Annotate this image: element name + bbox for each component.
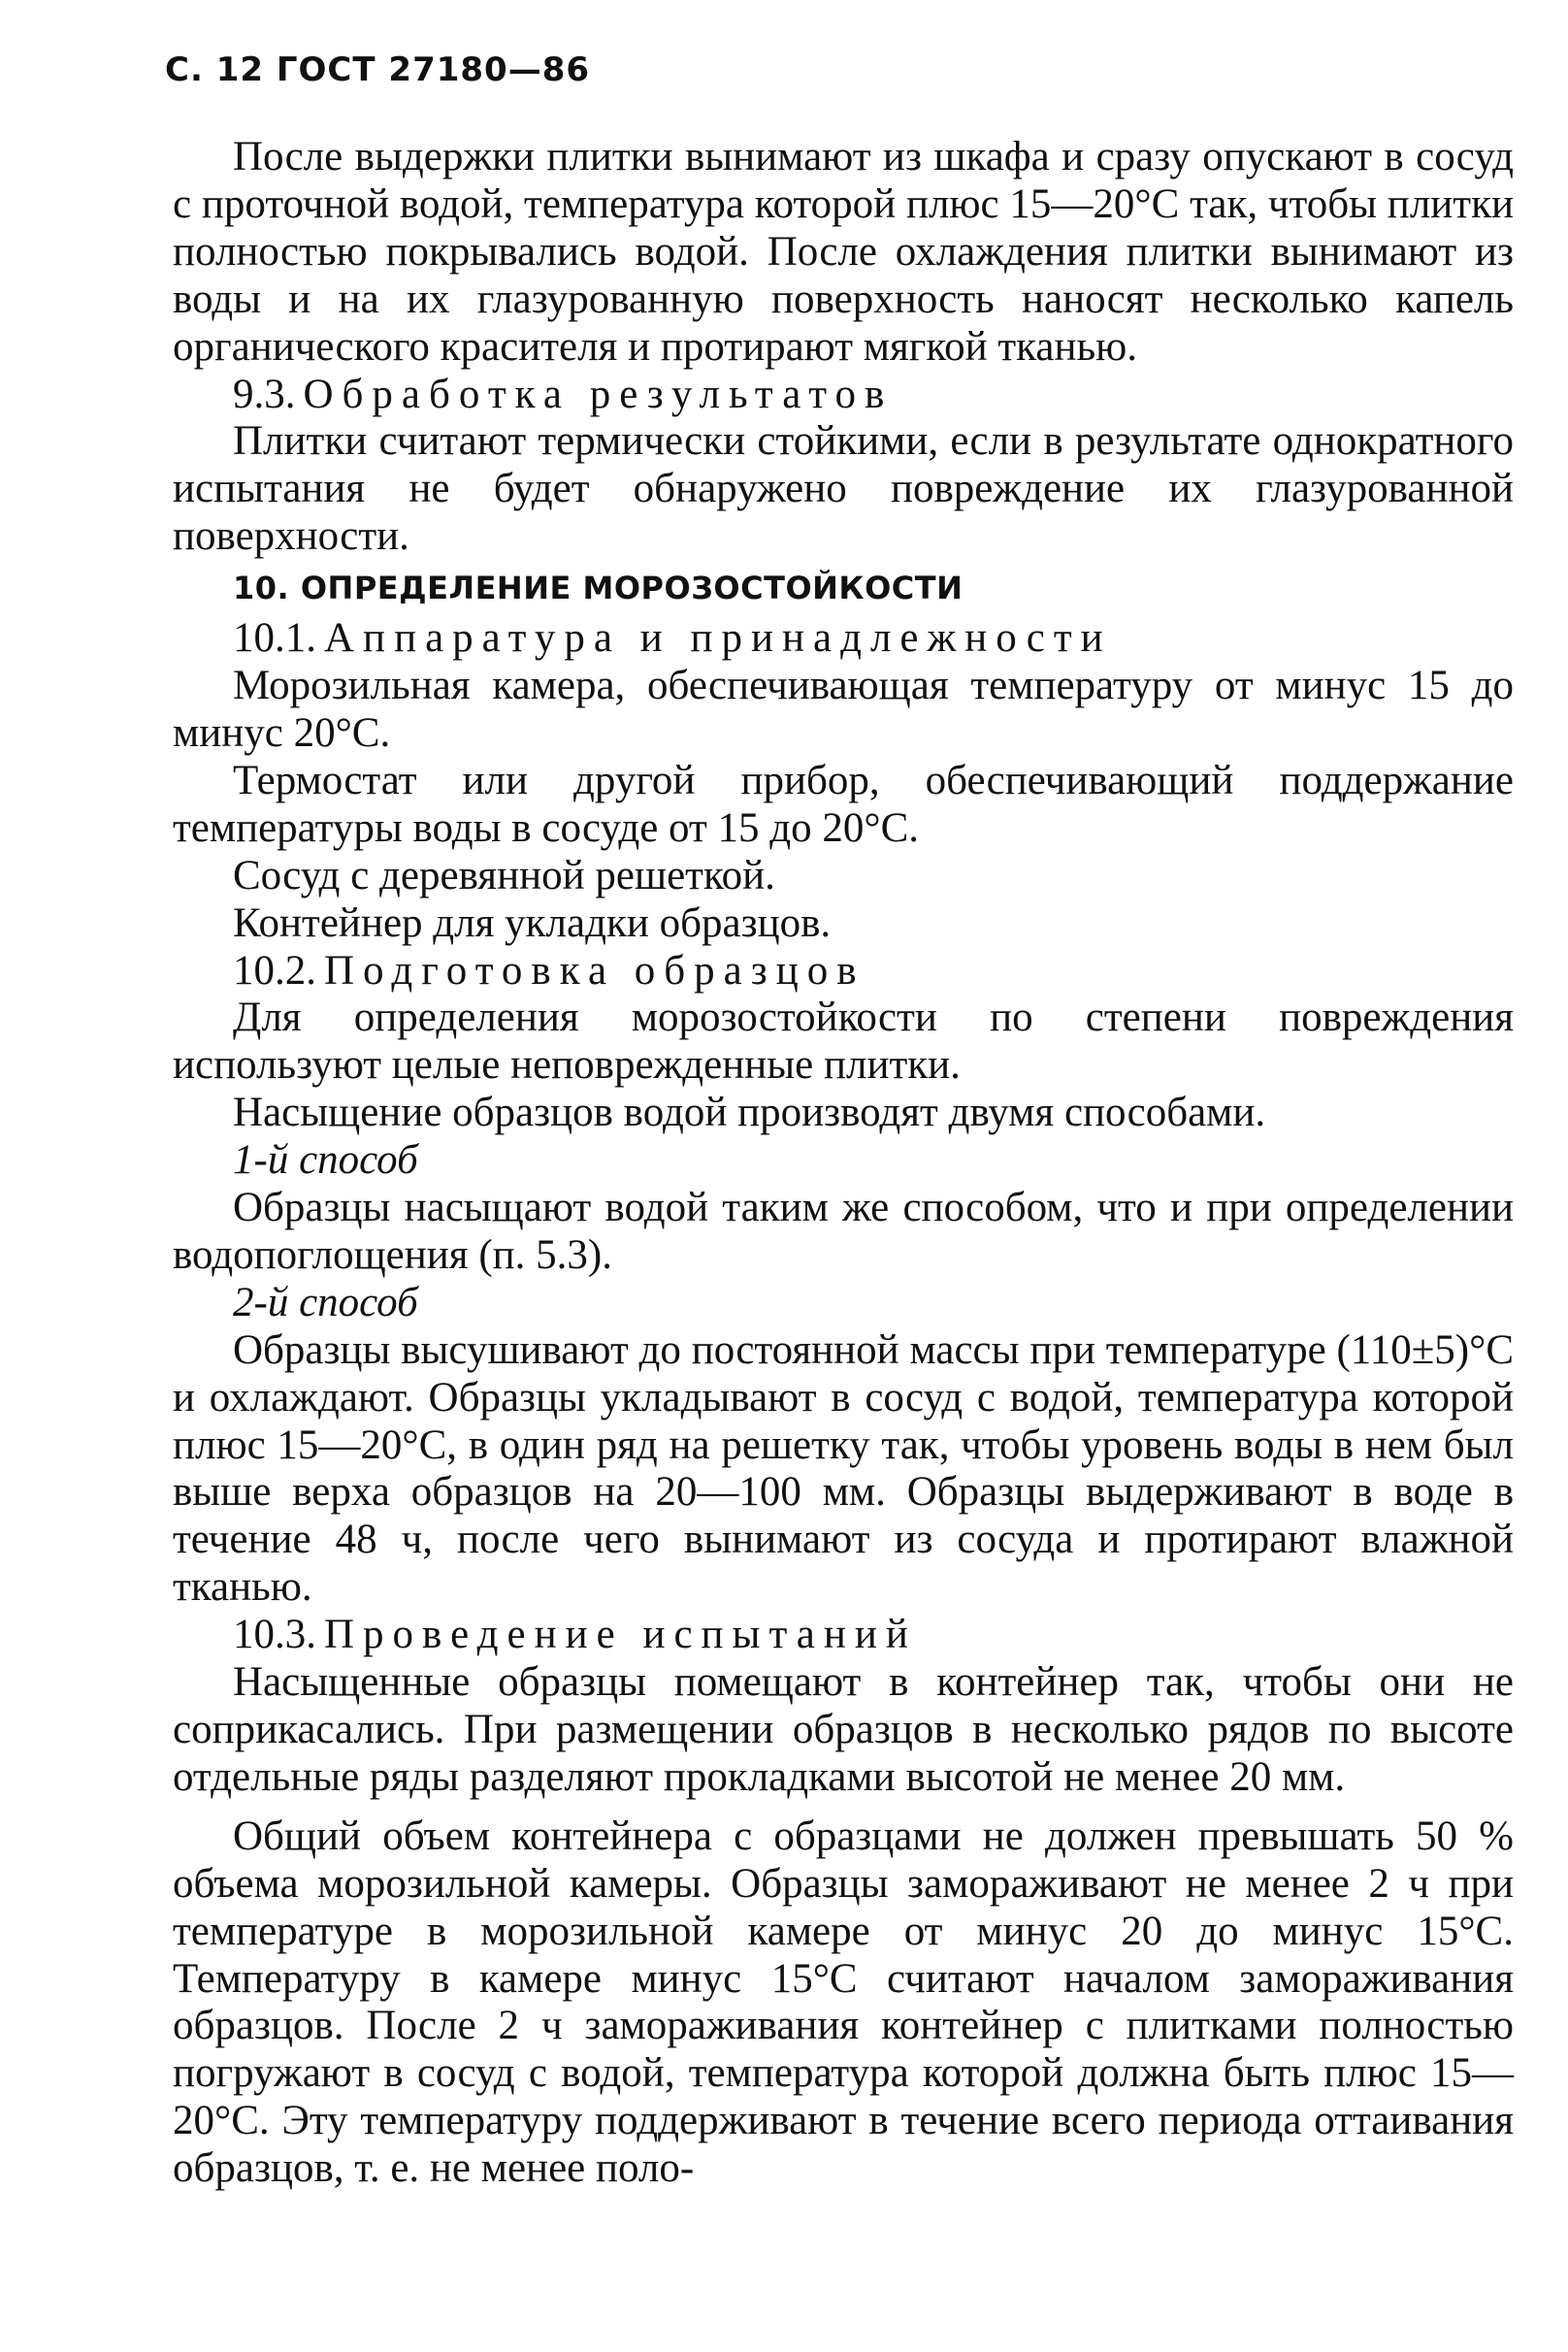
paragraph: Насыщение образцов водой производят двумя способами. [233,1090,1266,1136]
subsection-number: 10.3. [233,1612,316,1658]
subsection-number: 10.2. [233,947,316,994]
method-label: 1-й способ [233,1137,418,1184]
paragraph: Сосуд с деревянной решеткой. [233,852,775,898]
paragraph: Насыщенные образцы помещают в контейнер так, чтобы они не соприкасались. При размещении образцов в несколько рядов по высоте отдельные ряды разделяют прокладками высотой не менее 20 мм. [173,1659,1514,1800]
subsection-number: 9.3. [233,371,296,417]
paragraph: Образцы насыщают водой таким же способом, что и при определении водопоглощения (п. 5.3). [173,1185,1514,1278]
page-header: С. 12 ГОСТ 27180—86 [165,50,591,89]
subsection-heading [173,1612,1514,1659]
paragraph: Образцы высушивают до постоянной массы при температуре (110±5)°С и охлаждают. Образцы укладывают в сосуд с водой, температура которой плюс 15—20°С, в один ряд на решетку так, чтобы уровень воды в нем был выше верха образцов на 20—100 мм. Образцы выдерживают в воде в течение 48 ч, после чего вынимают из сосуда и протирают влажной тканью. [173,1326,1514,1611]
subsection-title: Аппаратура и принадлежности [324,615,1112,662]
paragraph: Общий объем контейнера с образцами не должен превышать 50 % объема морозильной камеры. Образцы замораживают не менее 2 ч при температуре в морозильной камере от минус 20 до минус 15°С. Температуру в камере минус 15°С считают началом замораживания образцов. После 2 ч замораживания контейнер с плитками полностью погружают в сосуд с водой, температура которой должна быть плюс 15—20°С. Эту температуру поддерживают в течение всего периода оттаивания образцов, т. е. не менее поло- [173,1813,1514,2192]
paragraph: Плитки считают термически стойкими, если в результате однократного испытания не будет обнаружено повреждение их глазурованной поверхности. [173,418,1514,560]
subsection-number: 10.1. [233,615,316,662]
paragraph: После выдержки плитки вынимают из шкафа и сразу опускают в сосуд с проточной водой, температура которой плюс 15—20°С так, чтобы плитки полностью покрывались водой. После охлаждения плитки вынимают из воды и на их глазурованную поверхность наносят несколько капель органического красителя и протирают мягкой тканью. [173,134,1514,370]
subsection-title: Проведение испытаний [324,1612,917,1658]
paragraph: Для определения морозостойкости по степени повреждения используют целые неповрежденные плитки. [173,995,1514,1089]
paragraph: Контейнер для укладки образцов. [233,899,832,946]
subsection-heading [173,615,1514,663]
subsection-title: Обработка результатов [303,371,894,417]
section-title: 10. ОПРЕДЕЛЕНИЕ МОРОЗОСТОЙКОСТИ [233,570,964,607]
subsection-heading [173,372,1514,419]
subsection-title: Подготовка образцов [324,947,866,994]
method-label: 2-й способ [233,1279,418,1325]
paragraph: Термостат или другой прибор, обеспечивающий поддержание температуры воды в сосуде от 15 до 20°С. [173,757,1514,851]
paragraph: Морозильная камера, обеспечивающая температуру от минус 15 до минус 20°С. [173,663,1514,756]
subsection-heading [173,948,1514,996]
document-body [173,134,1514,2193]
